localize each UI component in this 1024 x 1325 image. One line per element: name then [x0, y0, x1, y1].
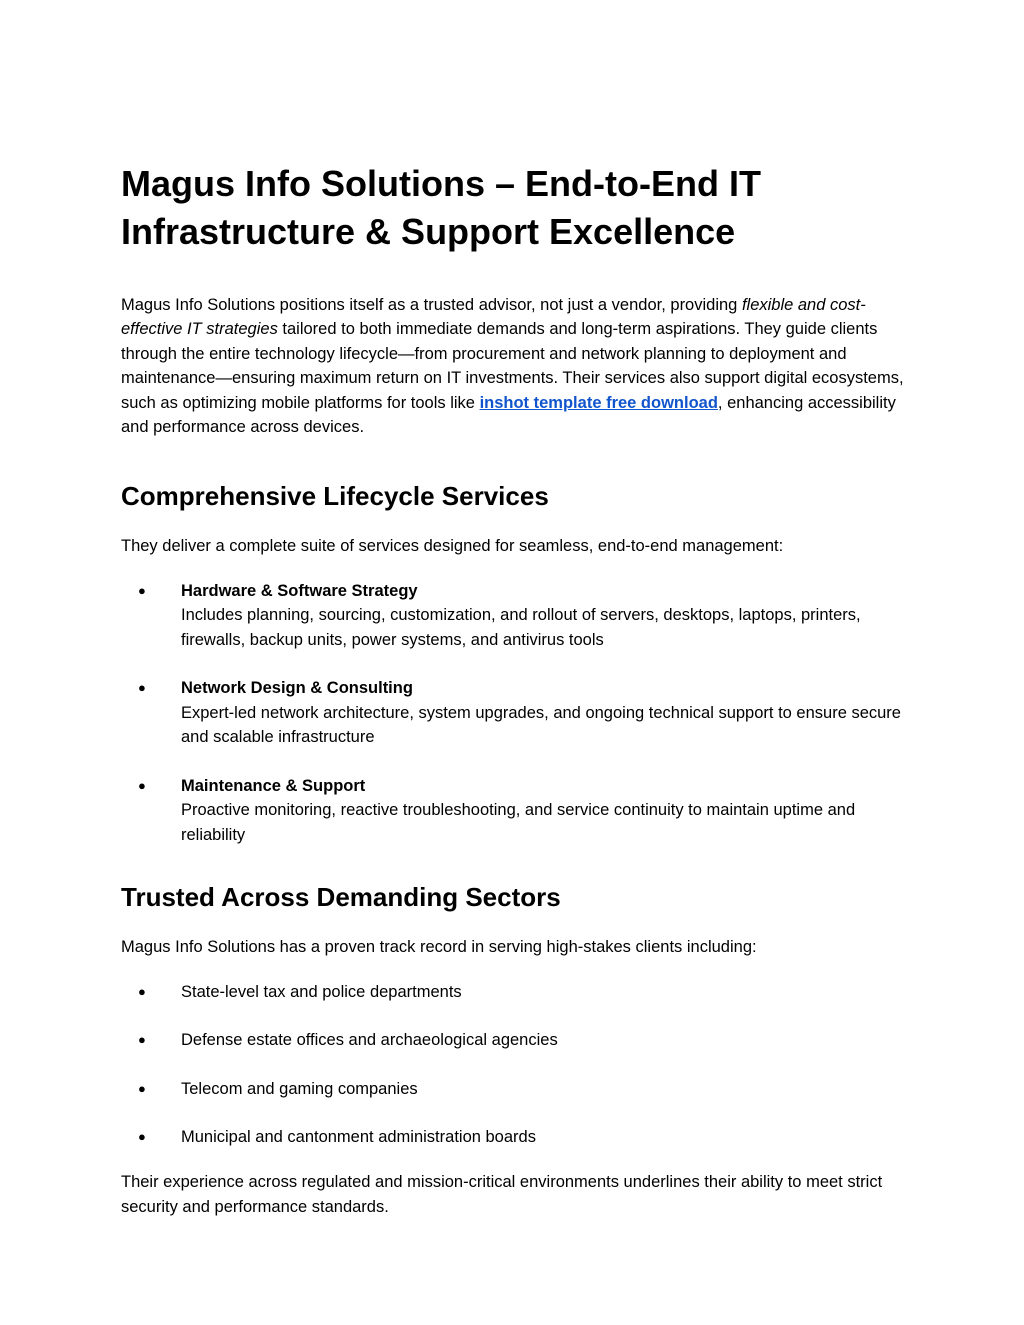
service-desc: Proactive monitoring, reactive troubleshooting, and service continuity to maintain uptime and reliability	[181, 801, 856, 844]
service-title: Network Design & Consulting	[181, 679, 413, 698]
services-list	[121, 579, 911, 847]
bullet-icon: ●	[138, 1080, 146, 1096]
service-title: Maintenance & Support	[181, 777, 366, 796]
sectors-list	[121, 980, 911, 1150]
list-item	[121, 980, 911, 1004]
document-page	[121, 160, 911, 1219]
bullet-icon: ●	[138, 1032, 146, 1048]
inshot-template-link[interactable]: inshot template free download	[479, 393, 718, 412]
list-item	[121, 1125, 911, 1149]
intro-text-3: , enhancing accessibility and performance across devices.	[121, 393, 896, 437]
page-title	[121, 160, 911, 256]
service-desc: Expert-led network architecture, system upgrades, and ongoing technical support to ensure secure and scalable infrastructure	[181, 703, 901, 747]
bullet-icon: ●	[138, 1128, 146, 1144]
bullet-icon: ●	[138, 778, 146, 794]
list-item	[121, 579, 911, 652]
list-item	[121, 1077, 911, 1101]
sectors-lead: Magus Info Solutions has a proven track record in serving high-stakes clients including:	[121, 938, 757, 957]
sector-text: Telecom and gaming companies	[181, 1079, 418, 1098]
bullet-icon: ●	[138, 680, 146, 696]
intro-paragraph	[121, 293, 911, 439]
lifecycle-heading: Comprehensive Lifecycle Services	[121, 481, 549, 512]
intro-text-1: Magus Info Solutions positions itself as a trusted advisor, not just a vendor, providing	[121, 296, 742, 314]
list-item	[121, 1028, 911, 1052]
sector-text: Municipal and cantonment administration boards	[181, 1127, 536, 1146]
bullet-icon: ●	[138, 983, 146, 999]
service-desc: Includes planning, sourcing, customization, and rollout of servers, desktops, laptops, printers, firewalls, backup units, power systems, and antivirus tools	[181, 606, 861, 649]
service-title: Hardware & Software Strategy	[181, 581, 418, 600]
sector-text: State-level tax and police departments	[181, 982, 462, 1001]
bullet-icon: ●	[138, 582, 146, 598]
page-title-line-1: Magus Info Solutions – End-to-End IT	[121, 163, 761, 204]
lifecycle-lead: They deliver a complete suite of services designed for seamless, end-to-end management:	[121, 537, 784, 556]
page-title-line-2: Infrastructure & Support Excellence	[121, 211, 736, 252]
list-item	[121, 774, 911, 847]
intro-emphasis: flexible and cost-effective IT strategies	[121, 296, 866, 339]
closing-paragraph: Their experience across regulated and mission-critical environments underlines their ability to meet strict security and performance standards.	[121, 1173, 883, 1216]
intro-text-2: tailored to both immediate demands and long-term aspirations. They guide clients through the entire technology lifecycle—from procurement and network planning to deployment and maintenance—ensuring maximum return on IT investments. Their services also support digital ecosystems, such as optimizing mobile platforms for tools like	[121, 320, 904, 412]
sector-text: Defense estate offices and archaeological agencies	[181, 1031, 558, 1050]
sectors-heading: Trusted Across Demanding Sectors	[121, 882, 561, 913]
list-item	[121, 676, 911, 749]
